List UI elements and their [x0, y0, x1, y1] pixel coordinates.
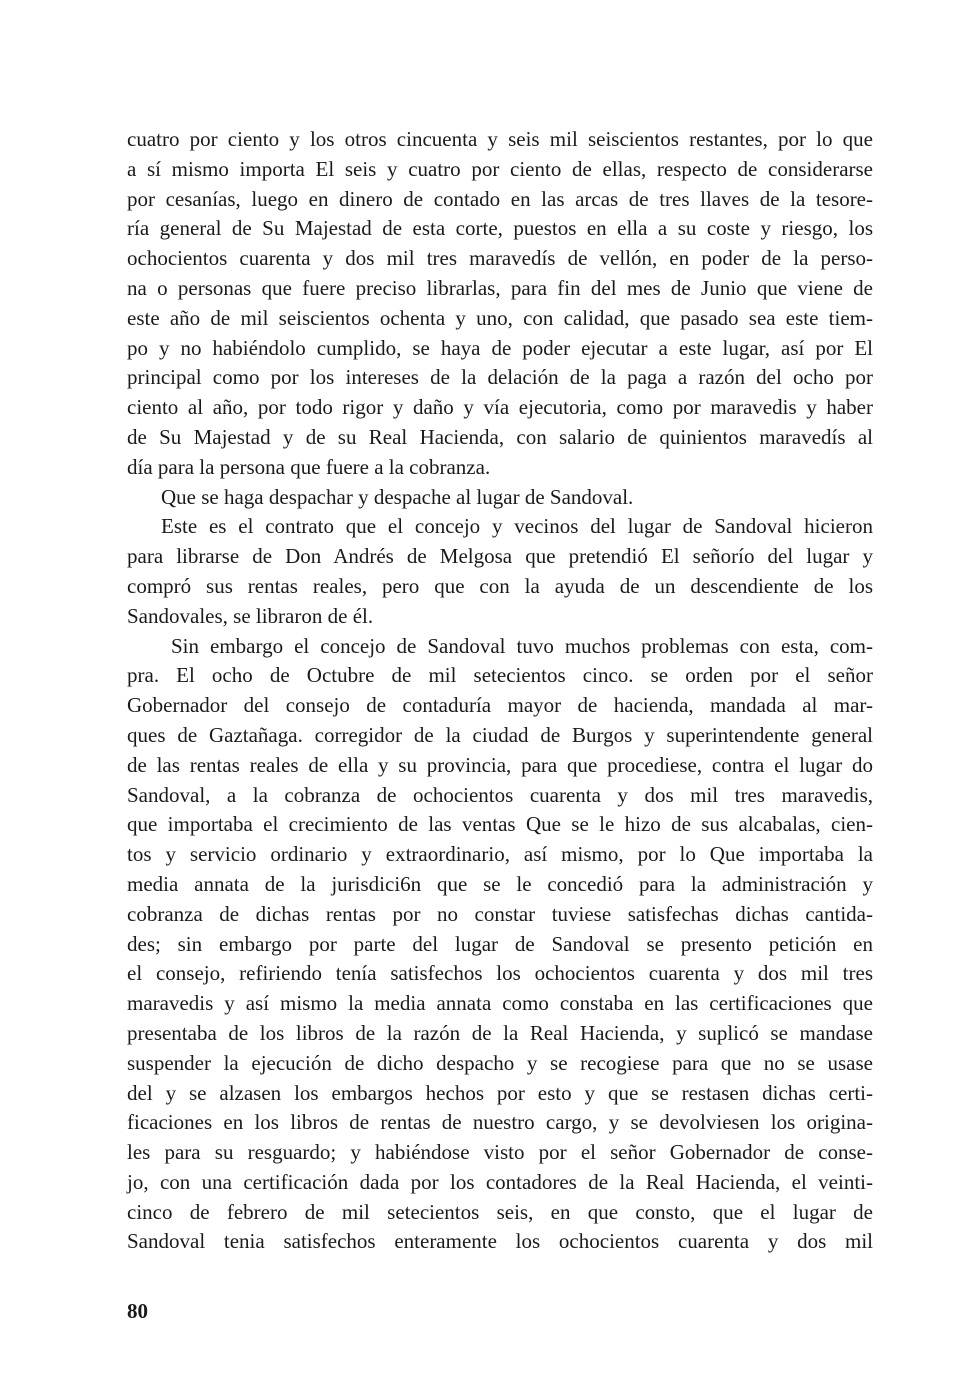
text-line: principal como por los intereses de la delación de la paga a razón del ocho por	[127, 365, 873, 390]
text-line: que importaba el crecimiento de las ventas Que se le hizo de sus alcabalas, cien-	[127, 812, 873, 837]
text-line: de Su Majestad y de su Real Hacienda, con salario de quinientos maravedís al	[127, 424, 873, 449]
text-line: des; sin embargo por parte del lugar de Sandoval se presento petición en	[127, 931, 873, 956]
text-line: el consejo, refiriendo tenía satisfechos los ochocientos cuarenta y dos mil tres	[127, 961, 873, 986]
text-line: a sí mismo importa El seis y cuatro por ciento de ellas, respecto de considerarse	[127, 156, 873, 181]
text-line: este año de mil seiscientos ochenta y uno, con calidad, que pasado sea este tiem-	[127, 305, 873, 330]
text-line: cinco de febrero de mil setecientos seis, en que consto, que el lugar de	[127, 1199, 873, 1224]
text-line: ficaciones en los libros de rentas de nuestro cargo, y se devolviesen los origina-	[127, 1110, 873, 1135]
text-line: cuatro por ciento y los otros cincuenta y seis mil seiscientos restantes, por lo que	[127, 127, 873, 151]
text-line: para librarse de Don Andrés de Melgosa que pretendió El señorío del lugar y	[127, 544, 873, 569]
text-line: Sandoval tenia satisfechos enteramente los ochocientos cuarenta y dos mil	[127, 1229, 873, 1254]
text-line: maravedis y así mismo la media annata como constaba en las certificaciones que	[127, 991, 873, 1016]
text-line: Gobernador del consejo de contaduría mayor de hacienda, mandada al mar-	[127, 693, 873, 718]
text-line: les para su resguardo; y habiéndose visto por el señor Gobernador de conse-	[127, 1140, 873, 1165]
text-line: Sandoval, a la cobranza de ochocientos cuarenta y dos mil tres maravedis,	[127, 782, 873, 807]
text-line: media annata de la jurisdici6n que se le concedió para la administración y	[127, 871, 873, 896]
text-line: po y no habiéndolo cumplido, se haya de poder ejecutar a este lugar, así por El	[127, 335, 873, 360]
text-line: por cesanías, luego en dinero de contado en las arcas de tres llaves de la tesore-	[127, 186, 873, 211]
text-line: Este es el contrato que el concejo y vecinos del lugar de Sandoval hicieron	[161, 514, 873, 539]
text-line: Sandovales, se libraron de él.	[127, 603, 374, 628]
text-line: cobranza de dichas rentas por no constar tuviese satisfechas dichas cantida-	[127, 901, 873, 926]
text-line: compró sus rentas reales, pero que con la ayuda de un descendiente de los	[127, 573, 873, 598]
text-line: jo, con una certificación dada por los contadores de la Real Hacienda, el veinti-	[127, 1169, 873, 1194]
text-line: Que se haga despachar y despache al lugar de Sandoval.	[161, 484, 634, 509]
text-line: na o personas que fuere preciso librarlas, para fin del mes de Junio que viene de	[127, 275, 873, 300]
page-number: 80	[127, 1299, 148, 1323]
text-line: de las rentas reales de ella y su provincia, para que procediese, contra el lugar do	[127, 752, 873, 777]
body-text	[127, 125, 873, 1257]
text-line: ochocientos cuarenta y dos mil tres maravedís de vellón, en poder de la perso-	[127, 246, 873, 271]
text-line: ques de Gaztañaga. corregidor de la ciudad de Burgos y superintendente general	[127, 722, 873, 747]
text-line: día para la persona que fuere a la cobranza.	[127, 454, 491, 479]
text-line: tos y servicio ordinario y extraordinario, así mismo, por lo Que importaba la	[127, 842, 873, 867]
text-line: ciento al año, por todo rigor y daño y vía ejecutoria, como por maravedis y haber	[127, 395, 873, 420]
text-line: pra. El ocho de Octubre de mil setecientos cinco. se orden por el señor	[127, 663, 873, 688]
text-line: ría general de Su Majestad de esta corte, puestos en ella a su coste y riesgo, los	[127, 216, 873, 241]
text-line: presentaba de los libros de la razón de la Real Hacienda, y suplicó se mandase	[127, 1020, 873, 1045]
text-line: del y se alzasen los embargos hechos por esto y que se restasen dichas certi-	[127, 1080, 873, 1105]
text-line: Sin embargo el concejo de Sandoval tuvo muchos problemas con esta, com-	[171, 633, 873, 658]
text-line: suspender la ejecución de dicho despacho y se recogiese para que no se usase	[127, 1050, 873, 1075]
